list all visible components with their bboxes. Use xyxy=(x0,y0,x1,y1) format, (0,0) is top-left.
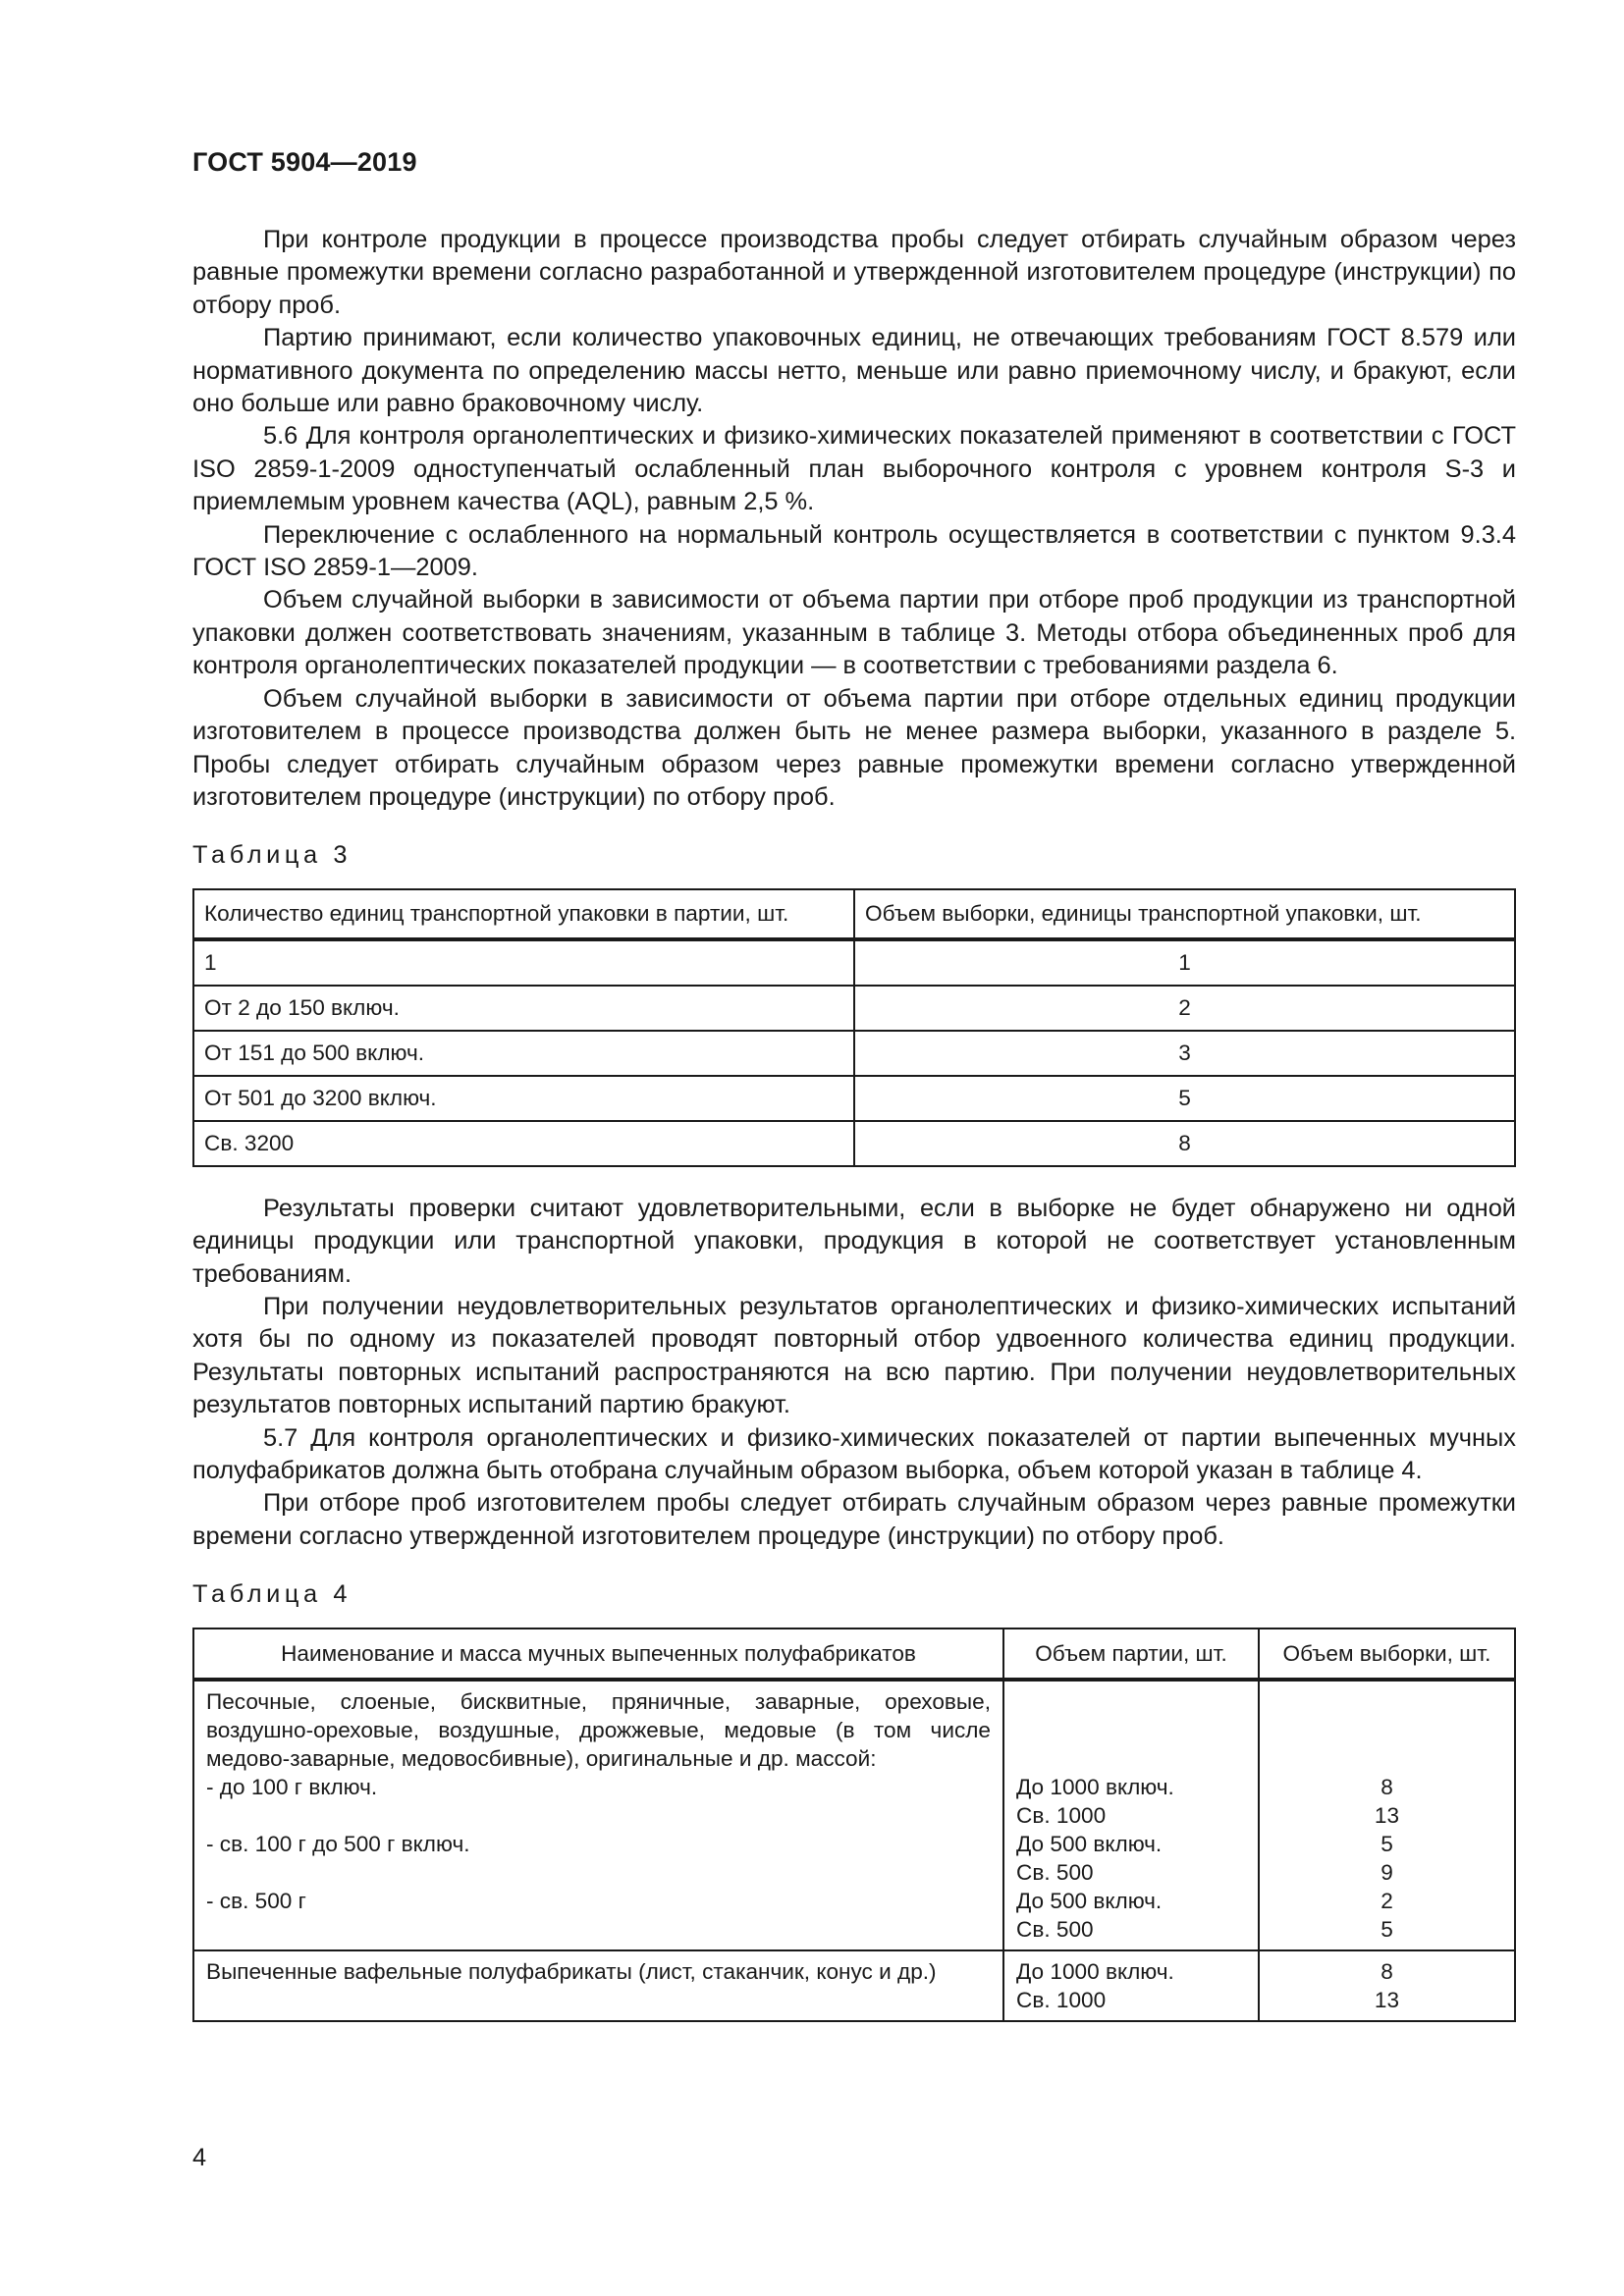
table4-cell-lot xyxy=(1003,1680,1259,1950)
table3-cell-sample: 3 xyxy=(854,1031,1515,1076)
sample-size: 5 xyxy=(1380,1916,1393,1942)
lot-range: До 500 включ. xyxy=(1016,1888,1163,1913)
spacer xyxy=(1272,1744,1502,1773)
lot-range: Св. 500 xyxy=(1016,1859,1094,1885)
paragraph: Результаты проверки считают удовлетворительными, если в выборке не будет обнаружено ни одной единицы продукции или транспортной упаковки, продукция в которой не соответствует установленным требованиям. xyxy=(192,1194,1516,1288)
table-header-row xyxy=(193,889,1515,939)
spacer xyxy=(206,1915,991,1944)
sample-size: 2 xyxy=(1380,1888,1393,1913)
lot-range: Св. 1000 xyxy=(1016,1802,1107,1828)
spacer xyxy=(1016,1744,1246,1773)
product-group-description: Песочные, слоеные, бисквитные, пряничные, заварные, ореховые, воздушно-ореховые, воздушные, дрожжевые, медовые (в том числе медово-заварные, медовосбивные), оригинальные и др. массой: xyxy=(206,1688,991,1771)
mass-range: - св. 500 г xyxy=(206,1888,306,1913)
table4-header-sample: Объем выборки, шт. xyxy=(1259,1629,1515,1680)
table3-cell-sample: 1 xyxy=(854,939,1515,986)
table4-cell-lot xyxy=(1003,1950,1259,2021)
table3-header-sample: Объем выборки, единицы транспортной упаковки, шт. xyxy=(854,889,1515,939)
table-row xyxy=(193,1031,1515,1076)
table-row xyxy=(193,986,1515,1031)
table3-caption: Таблица 3 xyxy=(192,841,352,870)
paragraph: Партию принимают, если количество упаковочных единиц, не отвечающих требованиям ГОСТ 8.579 или нормативного документа по определению массы нетто, меньше или равно приемочному числу, и бракуют, если оно больше или равно браковочному числу. xyxy=(192,324,1516,418)
table-row xyxy=(193,1950,1515,2021)
document-header: ГОСТ 5904—2019 xyxy=(192,147,417,177)
paragraph: При контроле продукции в процессе производства пробы следует отбирать случайным образом через равные промежутки времени согласно разработанной и утвержденной изготовителем процедуре (инструкции) по отбору проб. xyxy=(192,226,1516,319)
lot-range: Св. 1000 xyxy=(1016,1987,1107,2012)
paragraph: 5.7 Для контроля органолептических и физико-химических показателей от партии выпеченных мучных полуфабрикатов должна быть отобрана случайным образом выборка, объем которой указан в таблице 4. xyxy=(192,1423,1516,1484)
table4-caption: Таблица 4 xyxy=(192,1580,352,1609)
page-number: 4 xyxy=(192,2144,207,2171)
lot-range: До 1000 включ. xyxy=(1016,1774,1174,1799)
spacer xyxy=(1016,1687,1246,1716)
table4-cell-name: Выпеченные вафельные полуфабрикаты (лист, стаканчик, конус и др.) xyxy=(193,1950,1003,2021)
table4 xyxy=(192,1628,1516,2022)
table3-cell-sample: 5 xyxy=(854,1076,1515,1121)
paragraph: Переключение с ослабленного на нормальный контроль осуществляется в соответствии с пунктом 9.3.4 ГОСТ ISO 2859-1—2009. xyxy=(192,520,1516,582)
table3-cell-lot: 1 xyxy=(193,939,854,986)
sample-size: 5 xyxy=(1380,1831,1393,1856)
sample-size: 9 xyxy=(1380,1859,1393,1885)
table4-header-lot: Объем партии, шт. xyxy=(1003,1629,1259,1680)
table4-cell-name xyxy=(193,1680,1003,1950)
lot-range: До 1000 включ. xyxy=(1016,1958,1174,1984)
paragraph: При отборе проб изготовителем пробы следует отбирать случайным образом через равные промежутки времени согласно утвержденной изготовителем процедуре (инструкции) по отбору проб. xyxy=(192,1489,1516,1550)
paragraph: Объем случайной выборки в зависимости от объема партии при отборе отдельных единиц продукции изготовителем в процессе производства должен быть не менее размера выборки, указанного в разделе 5. Пробы следует отбирать случайным образом через равные промежутки времени согласно утвержденной изготовителем процедуре (инструкции) по отбору проб. xyxy=(192,684,1516,811)
table-row xyxy=(193,939,1515,986)
mass-range: - до 100 г включ. xyxy=(206,1774,378,1799)
table4-header-name: Наименование и масса мучных выпеченных полуфабрикатов xyxy=(193,1629,1003,1680)
lot-range: Св. 500 xyxy=(1016,1916,1094,1942)
table3-header-lot: Количество единиц транспортной упаковки в партии, шт. xyxy=(193,889,854,939)
lot-range: До 500 включ. xyxy=(1016,1831,1163,1856)
table-row xyxy=(193,1680,1515,1950)
table3-cell-lot: От 151 до 500 включ. xyxy=(193,1031,854,1076)
table-header-row xyxy=(193,1629,1515,1680)
table-row xyxy=(193,1076,1515,1121)
paragraph: 5.6 Для контроля органолептических и физико-химических показателей применяют в соответствии с ГОСТ ISO 2859-1-2009 одноступенчатый ослабленный план выборочного контроля с уровнем контроля S-3 и приемлемым уровнем качества (AQL), равным 2,5 %. xyxy=(192,422,1516,516)
table3-cell-lot: От 2 до 150 включ. xyxy=(193,986,854,1031)
table4-cell-sample xyxy=(1259,1950,1515,2021)
sample-size: 13 xyxy=(1374,1987,1400,2012)
table-row xyxy=(193,1121,1515,1166)
paragraph: Объем случайной выборки в зависимости от объема партии при отборе проб продукции из транспортной упаковки должен соответствовать значениям, указанным в таблице 3. Методы отбора объединенных проб для контроля органолептических показателей продукции — в соответствии с требованиями раздела 6. xyxy=(192,586,1516,680)
spacer xyxy=(206,1801,991,1830)
paragraph: При получении неудовлетворительных результатов органолептических и физико-химических испытаний хотя бы по одному из показателей проводят повторный отбор удвоенного количества единиц продукции. Результаты повторных испытаний распространяются на всю партию. При получении неудовлетворительных результатов повторных испытаний партию бракуют. xyxy=(192,1292,1516,1419)
table3-wrapper xyxy=(192,888,1516,1167)
table4-cell-sample xyxy=(1259,1680,1515,1950)
spacer xyxy=(1016,1716,1246,1744)
table3 xyxy=(192,888,1516,1167)
mass-range: - св. 100 г до 500 г включ. xyxy=(206,1831,470,1856)
document-body xyxy=(192,224,1516,2022)
table3-cell-lot: Св. 3200 xyxy=(193,1121,854,1166)
sample-size: 13 xyxy=(1374,1802,1400,1828)
table3-cell-lot: От 501 до 3200 включ. xyxy=(193,1076,854,1121)
sample-size: 8 xyxy=(1380,1774,1393,1799)
table3-cell-sample: 2 xyxy=(854,986,1515,1031)
spacer xyxy=(206,1858,991,1887)
spacer xyxy=(1272,1687,1502,1716)
sample-size: 8 xyxy=(1380,1958,1393,1984)
table3-cell-sample: 8 xyxy=(854,1121,1515,1166)
spacer xyxy=(1272,1716,1502,1744)
